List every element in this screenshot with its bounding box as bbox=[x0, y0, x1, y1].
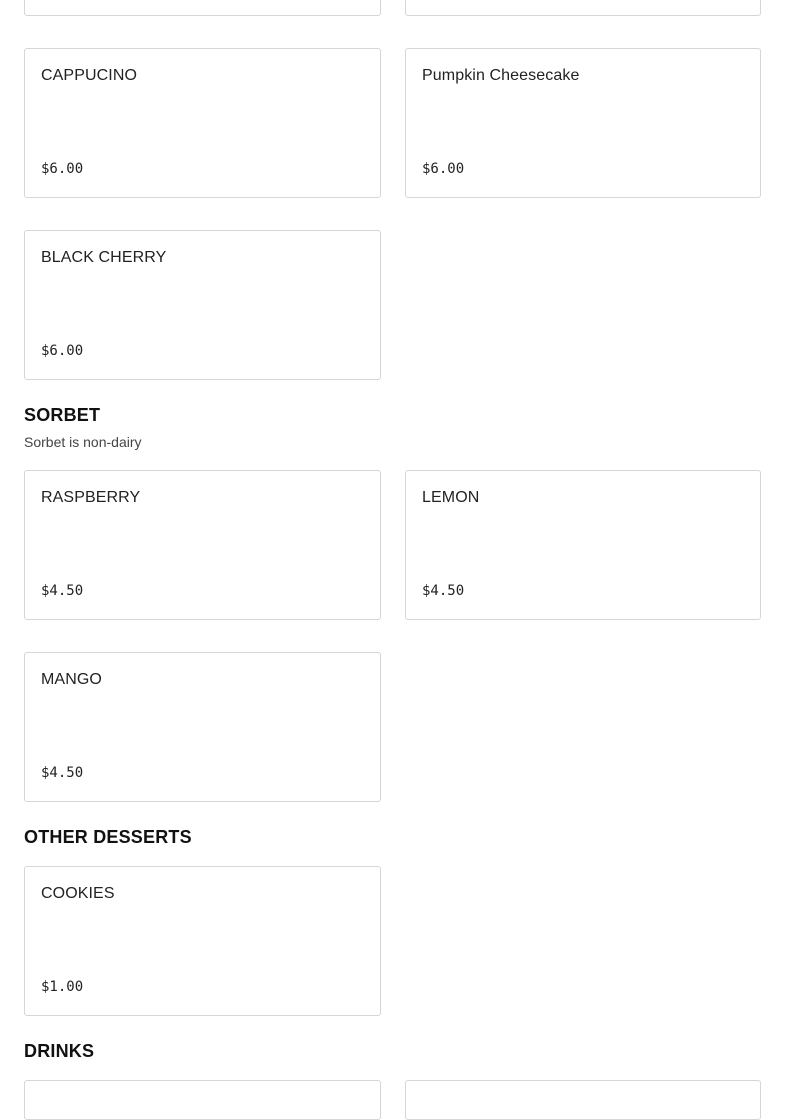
menu-item-name: COOKIES bbox=[41, 885, 115, 902]
menu-item-price: $1.00 bbox=[41, 979, 84, 995]
menu-item-name: MANGO bbox=[41, 671, 102, 688]
section-title-other-desserts: OTHER DESSERTS bbox=[24, 827, 192, 847]
menu-item-card-partial[interactable] bbox=[24, 1080, 381, 1120]
menu-item-price: $6.00 bbox=[422, 161, 465, 177]
menu-item-name: CAPPUCINO bbox=[41, 67, 138, 84]
menu-item-card-partial[interactable] bbox=[405, 1080, 761, 1120]
section-description-sorbet: Sorbet is non-dairy bbox=[24, 434, 142, 450]
menu-item-price: $4.50 bbox=[41, 765, 84, 781]
menu-item-card-pumpkin-cheesecake[interactable] bbox=[405, 48, 761, 198]
menu-item-card-cappucino[interactable] bbox=[24, 48, 381, 198]
menu-item-name: Pumpkin Cheesecake bbox=[422, 67, 580, 84]
menu-item-name: BLACK CHERRY bbox=[41, 249, 167, 266]
menu-item-price: $4.50 bbox=[41, 583, 84, 599]
menu-item-name: LEMON bbox=[422, 489, 480, 506]
menu-item-card-cookies[interactable] bbox=[24, 866, 381, 1016]
menu-item-name: RASPBERRY bbox=[41, 489, 141, 506]
menu-item-card-partial[interactable] bbox=[405, 0, 761, 16]
menu-item-price: $4.50 bbox=[422, 583, 465, 599]
menu-item-card-lemon[interactable] bbox=[405, 470, 761, 620]
menu-item-price: $6.00 bbox=[41, 343, 84, 359]
section-title-drinks: DRINKS bbox=[24, 1041, 95, 1061]
menu-item-card-black-cherry[interactable] bbox=[24, 230, 381, 380]
menu-item-price: $6.00 bbox=[41, 161, 84, 177]
menu-item-card-partial[interactable] bbox=[24, 0, 381, 16]
menu-item-card-mango[interactable] bbox=[24, 652, 381, 802]
menu-item-card-raspberry[interactable] bbox=[24, 470, 381, 620]
section-title-sorbet: SORBET bbox=[24, 405, 101, 425]
